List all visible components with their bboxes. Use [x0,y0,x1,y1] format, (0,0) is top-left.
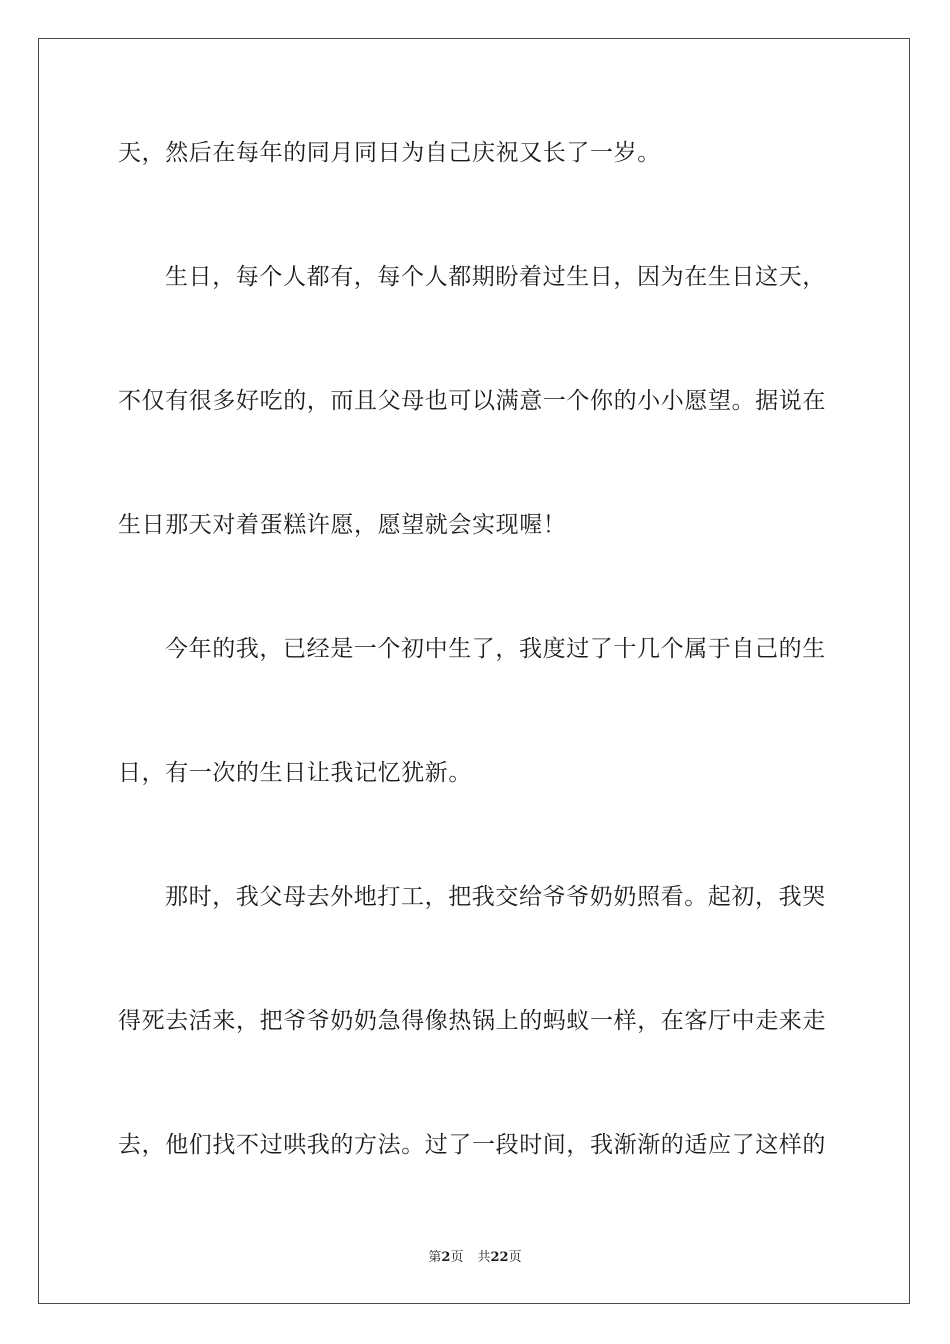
footer-page-number: 2 [441,1250,451,1265]
footer-total-prefix: 共 [477,1250,491,1265]
text-line-4: 生日那天对着蛋糕许愿，愿望就会实现喔！ [118,512,567,538]
footer-page-suffix: 页 [450,1250,464,1265]
text-line-3: 不仅有很多好吃的，而且父母也可以满意一个你的小小愿望。据说在 [118,388,826,414]
text-line-5: 今年的我，已经是一个初中生了，我度过了十几个属于自己的生 [165,636,826,662]
page-border [38,38,910,1304]
footer-total-number: 22 [490,1250,509,1265]
text-line-7: 那时，我父母去外地打工，把我交给爷爷奶奶照看。起初，我哭 [165,884,826,910]
footer-total-suffix: 页 [508,1250,522,1265]
text-line-2: 生日，每个人都有，每个人都期盼着过生日，因为在生日这天， [165,264,826,290]
text-line-8: 得死去活来，把爷爷奶奶急得像热锅上的蚂蚁一样，在客厅中走来走 [118,1008,826,1034]
text-line-6: 日，有一次的生日让我记忆犹新。 [118,760,472,786]
page-footer [0,1246,950,1265]
text-line-1: 天，然后在每年的同月同日为自己庆祝又长了一岁。 [118,140,661,166]
footer-page-prefix: 第 [428,1250,442,1265]
text-line-9: 去，他们找不过哄我的方法。过了一段时间，我渐渐的适应了这样的 [118,1132,826,1158]
